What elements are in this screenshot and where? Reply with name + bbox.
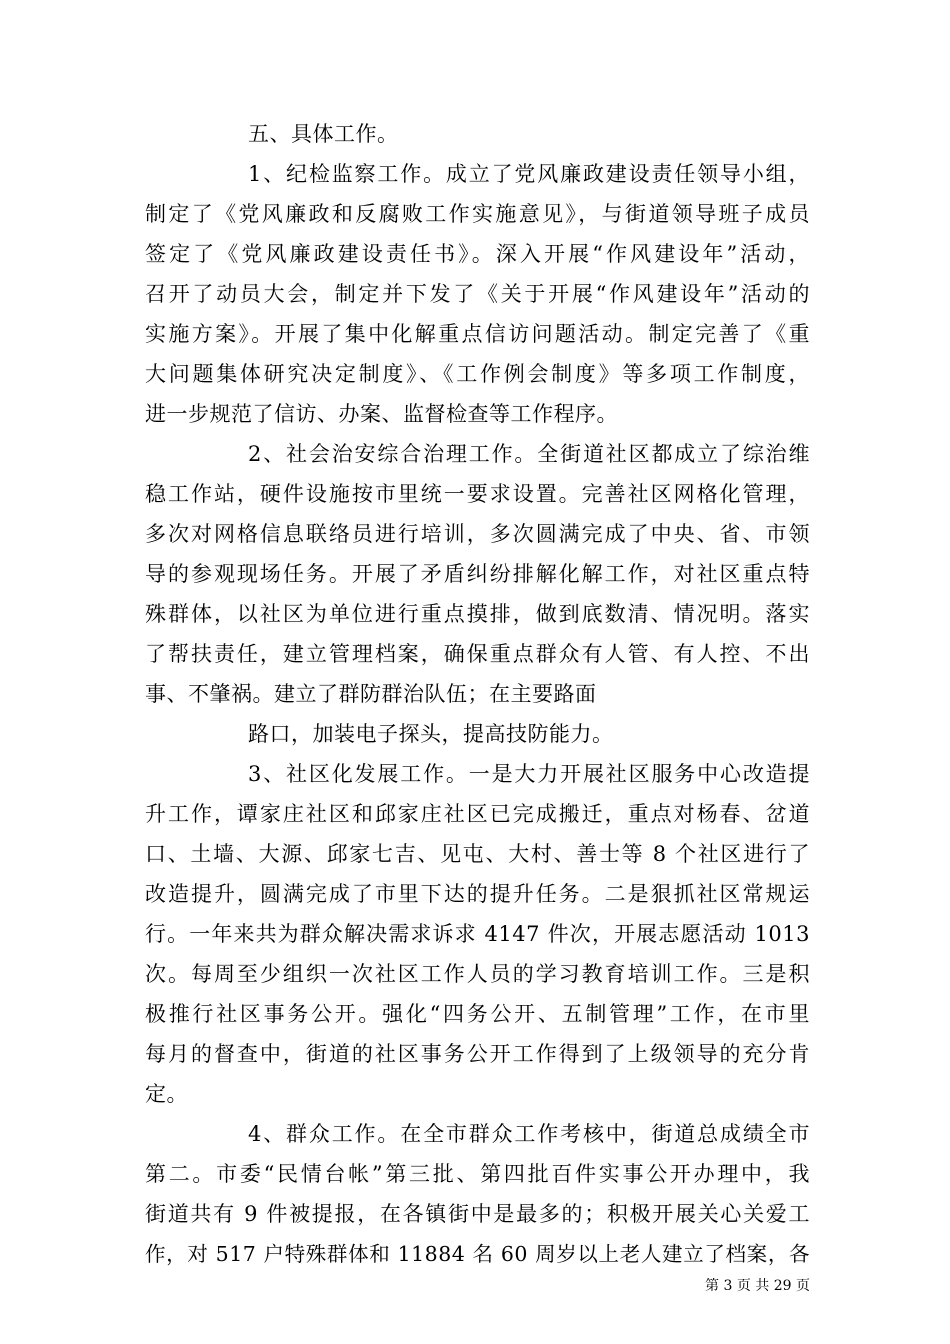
section2-line-2: 稳工作站，硬件设施按市里统一要求设置。完善社区网格化管理， [145, 482, 810, 506]
section2-line-3: 多次对网格信息联络员进行培训，多次圆满完成了中央、省、市领 [145, 522, 810, 546]
section1-line-3: 签定了《党风廉政建设责任书》。深入开展“作风建设年”活动， [145, 242, 810, 266]
section1-line-2: 制定了《党风廉政和反腐败工作实施意见》，与街道领导班子成员 [145, 202, 810, 226]
section4-line-4: 作，对 517 户特殊群体和 11884 名 60 周岁以上老人建立了档案，各 [145, 1242, 810, 1266]
page-number-footer: 第 3 页 共 29 页 [705, 1278, 810, 1294]
section2-line-7: 事、不肇祸。建立了群防群治队伍；在主要路面 [145, 682, 597, 706]
section2-line-8: 路口，加装电子探头，提高技防能力。 [248, 722, 614, 746]
section3-line-7: 极推行社区事务公开。强化“四务公开、五制管理”工作，在市里 [145, 1002, 810, 1026]
section2-line-5: 殊群体，以社区为单位进行重点摸排，做到底数清、情况明。落实 [145, 602, 810, 626]
section3-line-2: 升工作，谭家庄社区和邱家庄社区已完成搬迁，重点对杨春、岔道 [145, 802, 810, 826]
section1-line-5: 实施方案》。开展了集中化解重点信访问题活动。制定完善了《重 [145, 322, 810, 346]
section-heading: 五、具体工作。 [248, 122, 399, 146]
section3-line-8: 每月的督查中，街道的社区事务公开工作得到了上级领导的充分肯 [145, 1042, 810, 1066]
section2-line-6: 了帮扶责任，建立管理档案，确保重点群众有人管、有人控、不出 [145, 642, 810, 666]
section2-line-4: 导的参观现场任务。开展了矛盾纠纷排解化解工作，对社区重点特 [145, 562, 810, 586]
section3-line-4: 改造提升，圆满完成了市里下达的提升任务。二是狠抓社区常规运 [145, 882, 810, 906]
section3-line-3: 口、土墙、大源、邱家七吉、见屯、大村、善士等 8 个社区进行了 [145, 842, 810, 866]
section3-line-6: 次。每周至少组织一次社区工作人员的学习教育培训工作。三是积 [145, 962, 810, 986]
section1-line-7: 进一步规范了信访、办案、监督检查等工作程序。 [145, 402, 618, 426]
section3-line-9: 定。 [145, 1082, 188, 1106]
section2-line-1: 2、社会治安综合治理工作。全街道社区都成立了综治维 [248, 442, 810, 466]
section1-line-6: 大问题集体研究决定制度》、《工作例会制度》等多项工作制度， [145, 362, 810, 386]
section3-line-1: 3、社区化发展工作。一是大力开展社区服务中心改造提 [248, 762, 810, 786]
section3-line-5: 行。一年来共为群众解决需求诉求 4147 件次，开展志愿活动 1013 [145, 922, 810, 946]
section1-line-4: 召开了动员大会，制定并下发了《关于开展“作风建设年”活动的 [145, 282, 810, 306]
section4-line-3: 街道共有 9 件被提报，在各镇街中是最多的；积极开展关心关爱工 [145, 1202, 810, 1226]
section4-line-2: 第二。市委“民情台帐”第三批、第四批百件实事公开办理中，我 [145, 1162, 810, 1186]
section4-line-1: 4、群众工作。在全市群众工作考核中，街道总成绩全市 [248, 1122, 810, 1146]
section1-line-1: 1、纪检监察工作。成立了党风廉政建设责任领导小组， [248, 162, 810, 186]
